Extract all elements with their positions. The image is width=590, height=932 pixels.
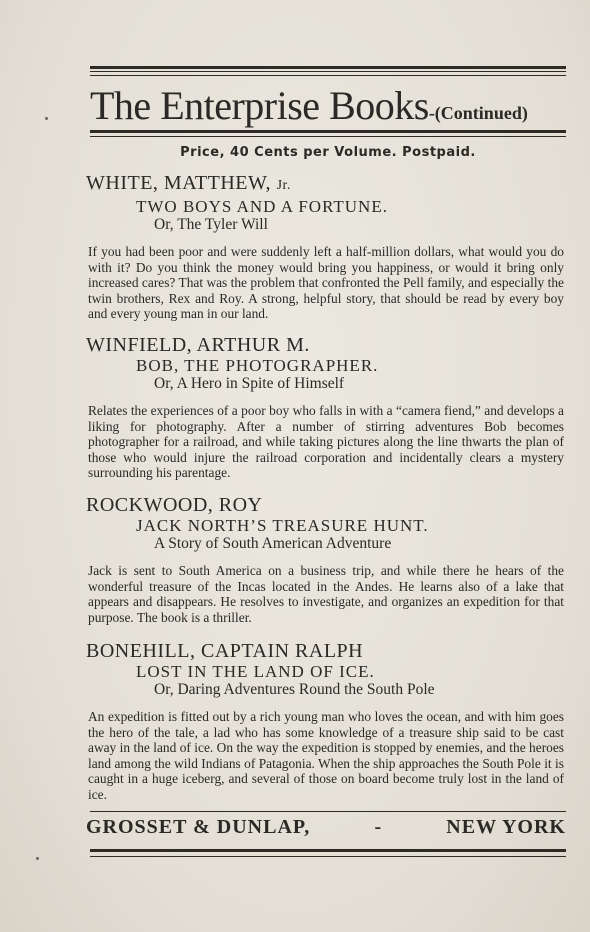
footer-rule-top — [90, 811, 566, 812]
book-description: An expedition is fitted out by a rich young man who loves the ocean, and with him goes the hero of the tale, a lad who has some knowledge of a treasure ship said to be cast away in the land of ice. On the way the expedition is stopped by enemies, and the heroes land among the wild Indians of Patagonia. When the ship approaches the South Pole it is caught in a huge iceberg, and several of those on board become truly lost in the land of ice. — [88, 709, 564, 802]
publisher-city: NEW YORK — [446, 816, 566, 838]
book-description: If you had been poor and were suddenly left a half-million dollars, what would you do with it? Do you think the money would bring you happiness, or would it bring only increased cares? That was the problem that confronted the Pell family, and especially the twin brothers, Rex and Roy. A strong, helpful story, that should be read by every boy and every young man in our land. — [88, 244, 564, 322]
author-name: BONEHILL, CAPTAIN RALPH — [86, 640, 364, 662]
author-name: ROCKWOOD, ROY — [86, 494, 263, 516]
book-entry — [86, 172, 564, 322]
top-rule-thin — [90, 71, 566, 72]
paper-speck — [45, 117, 48, 120]
top-rule-thick — [90, 66, 566, 69]
book-subtitle: A Story of South American Adventure — [154, 535, 392, 552]
book-description: Relates the experiences of a poor boy who falls in with a “camera fiend,” and develops a liking for photography. After a number of stirring adventures Bob becomes photographer for a railroad, and while taking pictures along the line thwarts the plan of those who would injure the railroad corporation and incidentally clears a mystery surrounding his parentage. — [88, 403, 564, 481]
series-title: The Enterprise Books — [90, 83, 429, 128]
footer-separator: - — [374, 816, 383, 838]
publisher-footer — [86, 816, 566, 839]
book-entry — [86, 640, 564, 803]
book-title: LOST IN THE LAND OF ICE. — [136, 662, 375, 681]
author-name: WINFIELD, ARTHUR M. — [86, 334, 310, 356]
publisher-name: GROSSET & DUNLAP, — [86, 816, 311, 838]
continued-label: -(Continued) — [428, 103, 528, 123]
paper-speck — [36, 857, 39, 860]
book-subtitle: Or, A Hero in Spite of Himself — [154, 375, 345, 392]
book-title: BOB, THE PHOTOGRAPHER. — [136, 356, 379, 375]
book-subtitle: Or, Daring Adventures Round the South Pole — [154, 681, 435, 698]
title-rule-thick — [90, 130, 566, 133]
book-description: Jack is sent to South America on a business trip, and while there he hears of the wonderful treasure of the Incas located in the Andes. He learns also of a lake that appears and disappears. He resolves to investigate, and organizes an expedition for that purpose. The book is a thriller. — [88, 563, 564, 625]
book-title: JACK NORTH’S TREASURE HUNT. — [136, 516, 429, 535]
book-title: TWO BOYS AND A FORTUNE. — [136, 197, 388, 216]
page-title — [90, 82, 570, 129]
author-suffix: Jr. — [276, 178, 291, 193]
top-rule-thin-2 — [90, 75, 566, 76]
author-name — [86, 172, 564, 197]
author-text: WHITE, MATTHEW, — [86, 172, 277, 194]
book-subtitle: Or, The Tyler Will — [154, 216, 268, 233]
book-entry — [86, 494, 564, 625]
bottom-rule-thick — [90, 849, 566, 852]
bottom-rule-thin — [90, 856, 566, 857]
price-line: Price, 40 Cents per Volume. Postpaid. — [180, 145, 476, 160]
book-entry — [86, 334, 564, 481]
title-rule-thin — [90, 136, 566, 137]
